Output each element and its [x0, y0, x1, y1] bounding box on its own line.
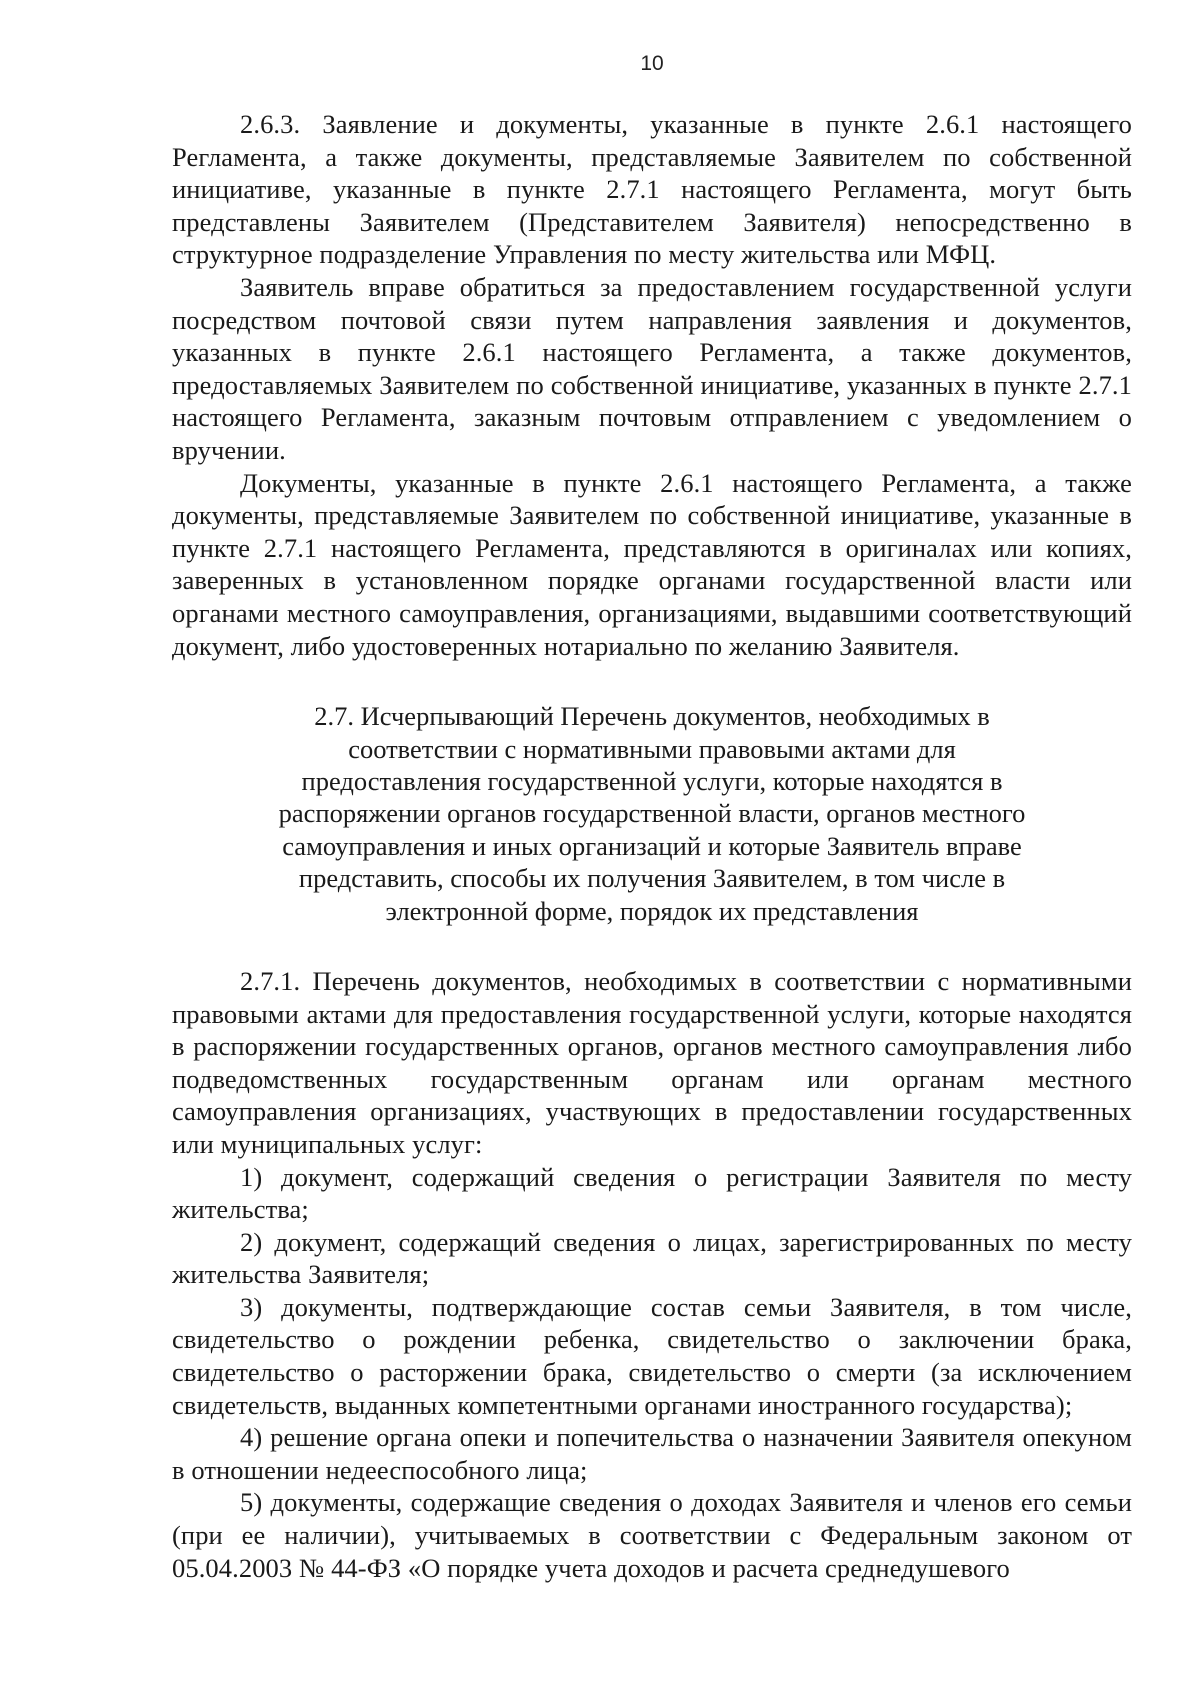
- paragraph-postal-submission: Заявитель вправе обратиться за предоставлением государственной услуги посредством почтовой связи путем направления заявления и документов, указанных в пункте 2.6.1 настоящего Регламента, а также документов, предоставляемых Заявителем по собственной инициативе, указанных в пункте 2.7.1 настоящего Регламента, заказным почтовым отправлением с уведомлением о вручении.: [172, 271, 1132, 465]
- document-body: [172, 108, 1132, 1584]
- list-item: 5) документы, содержащие сведения о доходах Заявителя и членов его семьи (при ее наличии), учитываемых в соответствии с Федеральным законом от 05.04.2003 № 44-ФЗ «О порядке учета доходов и расчета среднедушевого: [172, 1487, 1132, 1583]
- list-item: 2) документ, содержащий сведения о лицах, зарегистрированных по месту жительства Заявителя;: [172, 1226, 1132, 1290]
- page-number: 10: [640, 52, 664, 75]
- paragraph-2-6-3: 2.6.3. Заявление и документы, указанные в пункте 2.6.1 настоящего Регламента, а также документы, представляемые Заявителем по собственной инициативе, указанные в пункте 2.7.1 настоящего Регламента, могут быть представлены Заявителем (Представителем Заявителя) непосредственно в структурное подразделение Управления по месту жительства или МФЦ.: [172, 109, 1132, 270]
- section-heading-2-7: 2.7. Исчерпывающий Перечень документов, необходимых в соответствии с нормативными правовыми актами для предоставления государственной услуги, которые находятся в распоряжении органов государственной власти, органов местного самоуправления и иных организаций и которые Заявитель вправе представить, способы их получения Заявителем, в том числе в электронной форме, порядок их представления: [278, 701, 1026, 926]
- paragraph-2-7-1: 2.7.1. Перечень документов, необходимых в соответствии с нормативными правовыми актами для предоставления государственной услуги, которые находятся в распоряжении государственных органов, органов местного самоуправления либо подведомственных государственным органам или органам местного самоуправления организациях, участвующих в предоставлении государственных или муниципальных услуг:: [172, 965, 1132, 1159]
- list-item: 3) документы, подтверждающие состав семьи Заявителя, в том числе, свидетельство о рождении ребенка, свидетельство о заключении брака, свидетельство о расторжении брака, свидетельство о смерти (за исключением свидетельств, выданных компетентными органами иностранного государства);: [172, 1291, 1132, 1420]
- list-item: 4) решение органа опеки и попечительства о назначении Заявителя опекуном в отношении недееспособного лица;: [172, 1422, 1132, 1485]
- list-item: 1) документ, содержащий сведения о регистрации Заявителя по месту жительства;: [172, 1161, 1132, 1225]
- paragraph-document-originals: Документы, указанные в пункте 2.6.1 настоящего Регламента, а также документы, представляемые Заявителем по собственной инициативе, указанные в пункте 2.7.1 настоящего Регламента, представляются в оригиналах или копиях, заверенных в установленном порядке органами государственной власти или органами местного самоуправления, организациями, выдавшими соответствующий документ, либо удостоверенных нотариально по желанию Заявителя.: [172, 467, 1132, 661]
